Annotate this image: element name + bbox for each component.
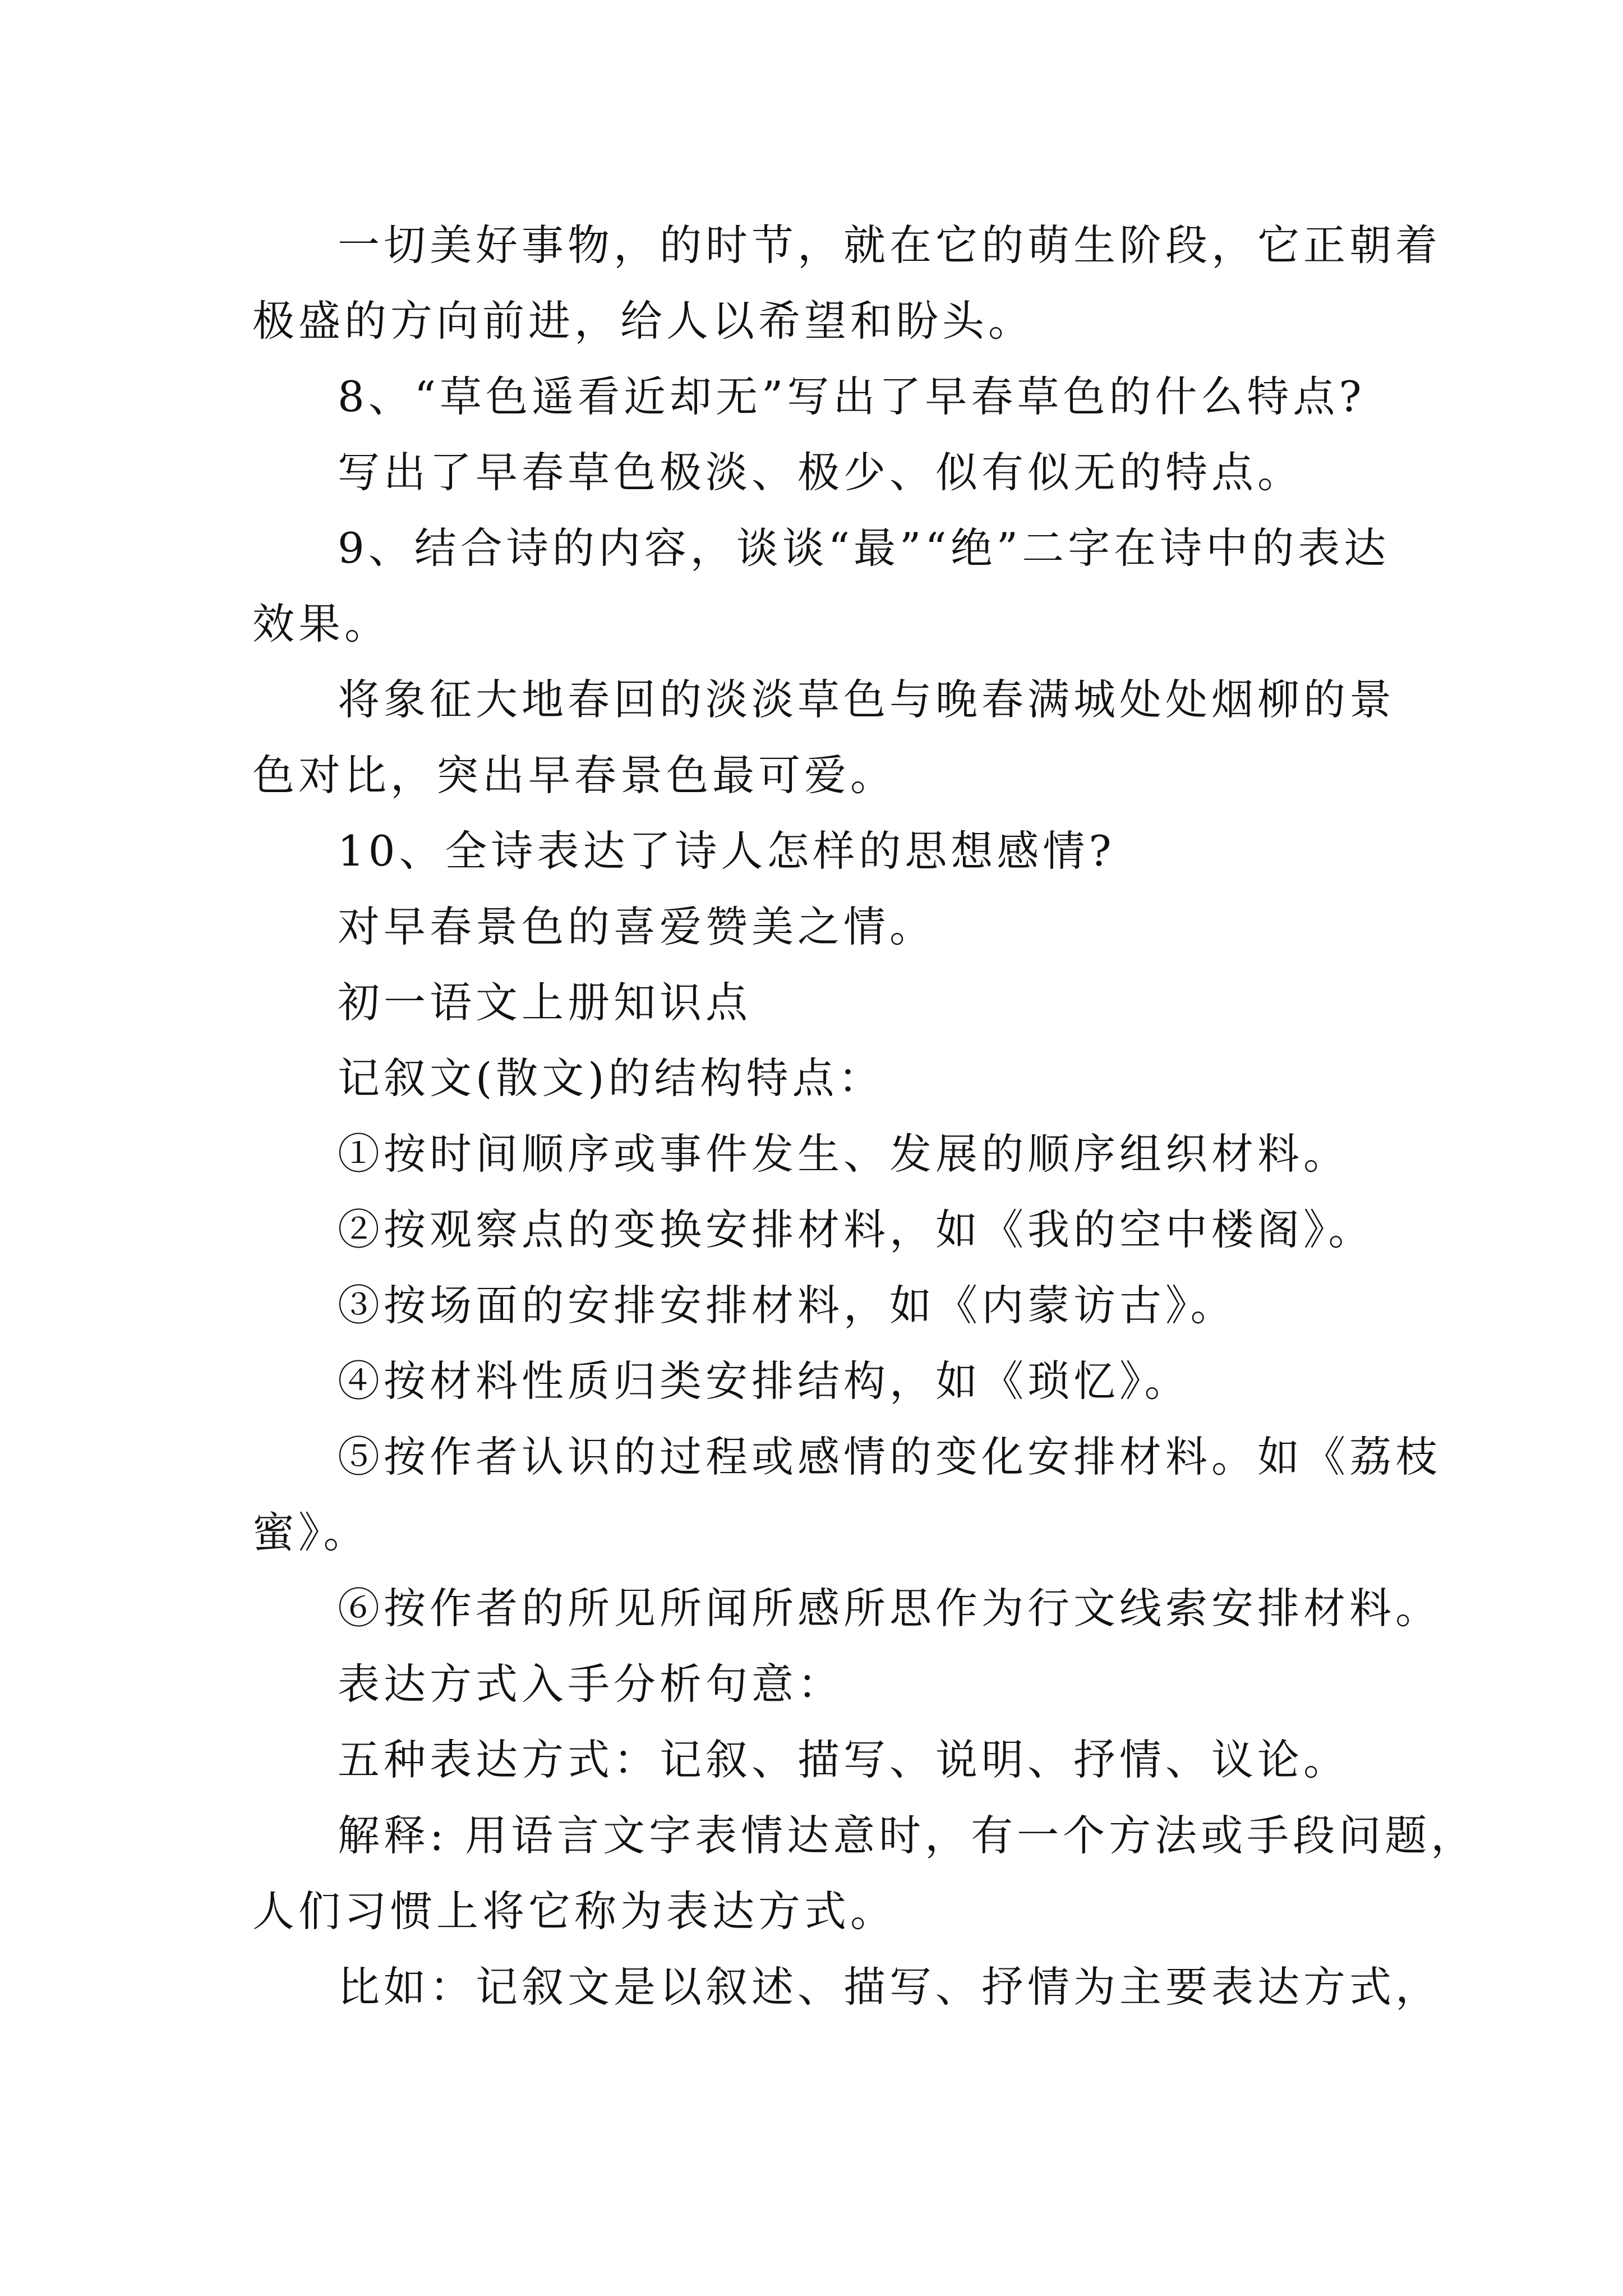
paragraph-line: 极盛的方向前进，给人以希望和盼头。 <box>252 296 1035 346</box>
list-item: ⑤按作者认识的过程或感情的变化安排材料。如《荔枝 <box>338 1432 1442 1481</box>
question-line: 8、“草色遥看近却无”写出了早春草色的什么特点? <box>338 372 1366 421</box>
list-item: ⑥按作者的所见所闻所感所思作为行文线索安排材料。 <box>338 1584 1442 1633</box>
subsection-heading: 表达方式入手分析句意： <box>338 1659 844 1709</box>
question-line: 效果。 <box>252 599 391 648</box>
answer-line: 色对比，突出早春景色最可爱。 <box>252 751 897 800</box>
section-heading: 初一语文上册知识点 <box>338 978 752 1027</box>
paragraph-line: 比如：记叙文是以叙述、描写、抒情为主要表达方式， <box>338 1962 1442 2012</box>
answer-line: 写出了早春草色极淡、极少、似有似无的特点。 <box>338 448 1304 497</box>
question-line: 9、结合诗的内容，谈谈“最”“绝”二字在诗中的表达 <box>338 523 1390 573</box>
list-item: ①按时间顺序或事件发生、发展的顺序组织材料。 <box>338 1129 1350 1179</box>
paragraph-line: 人们习惯上将它称为表达方式。 <box>252 1887 897 1936</box>
question-line: 10、全诗表达了诗人怎样的思想感情? <box>338 826 1115 876</box>
list-item: 蜜》。 <box>252 1508 370 1557</box>
list-item: ④按材料性质归类安排结构，如《琐忆》。 <box>338 1356 1191 1406</box>
list-item: ③按场面的安排安排材料，如《内蒙访古》。 <box>338 1281 1237 1330</box>
subsection-heading: 记叙文(散文)的结构特点： <box>338 1053 884 1103</box>
document-body <box>252 208 1477 2025</box>
list-item: ②按观察点的变换安排材料，如《我的空中楼阁》。 <box>338 1205 1375 1254</box>
paragraph-line: 解释: 用语言文字表情达意时，有一个方法或手段问题， <box>338 1811 1477 1860</box>
answer-line: 将象征大地春回的淡淡草色与晚春满城处处烟柳的景 <box>338 675 1396 724</box>
answer-line: 对早春景色的喜爱赞美之情。 <box>338 902 936 951</box>
paragraph-line: 五种表达方式：记叙、描写、说明、抒情、议论。 <box>338 1735 1350 1784</box>
paragraph-line: 一切美好事物，的时节，就在它的萌生阶段，它正朝着 <box>338 220 1442 270</box>
